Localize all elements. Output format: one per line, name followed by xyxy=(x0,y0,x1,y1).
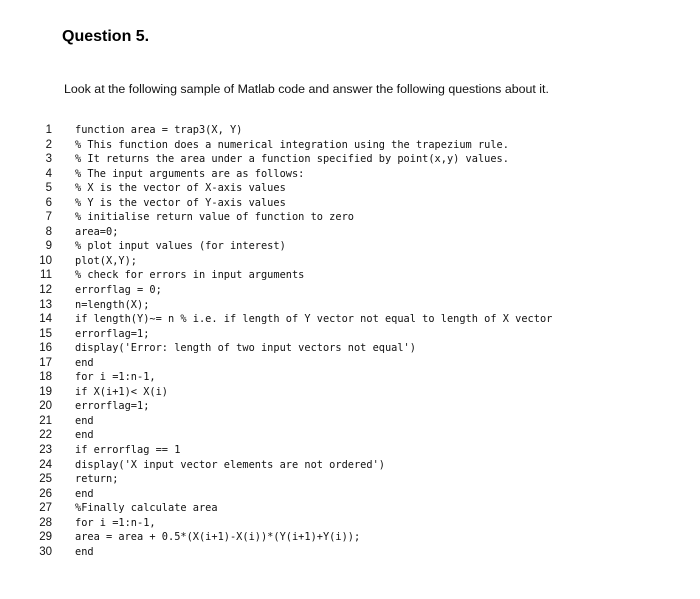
line-number: 4 xyxy=(45,167,52,180)
code-text: % plot input values (for interest) xyxy=(75,240,286,253)
code-text: end xyxy=(75,487,94,500)
line-number: 23 xyxy=(39,444,52,457)
line-number: 21 xyxy=(39,414,52,427)
code-text: plot(X,Y); xyxy=(75,254,137,267)
code-line xyxy=(0,530,700,545)
code-line xyxy=(0,283,700,298)
line-number: 24 xyxy=(39,458,52,471)
line-number: 5 xyxy=(45,182,52,195)
code-text: % Y is the vector of Y-axis values xyxy=(75,196,286,209)
line-number: 27 xyxy=(39,502,52,515)
question-title: Question 5. xyxy=(62,28,150,45)
line-number: 12 xyxy=(39,284,52,297)
code-line xyxy=(0,414,700,429)
line-number: 8 xyxy=(45,225,52,238)
code-text: n=length(X); xyxy=(75,298,150,311)
question-intro: Look at the following sample of Matlab code and answer the following questions about it. xyxy=(64,82,549,96)
code-text: % X is the vector of X-axis values xyxy=(75,182,286,195)
code-line xyxy=(0,356,700,371)
line-number: 9 xyxy=(45,240,52,253)
code-line xyxy=(0,167,700,182)
code-line xyxy=(0,458,700,473)
line-number: 11 xyxy=(40,269,52,282)
line-number: 22 xyxy=(39,429,52,442)
code-text: end xyxy=(75,429,94,442)
line-number: 7 xyxy=(45,211,52,224)
line-number: 14 xyxy=(39,313,52,326)
code-text: end xyxy=(75,356,94,369)
code-text: area = area + 0.5*(X(i+1)-X(i))*(Y(i+1)+Y(i)); xyxy=(75,531,361,544)
code-text: if X(i+1)< X(i) xyxy=(75,385,168,398)
line-number: 17 xyxy=(39,356,52,369)
code-line xyxy=(0,152,700,167)
code-line xyxy=(0,138,700,153)
code-text: errorflag=1; xyxy=(75,327,150,340)
code-line xyxy=(0,327,700,342)
code-text: display('X input vector elements are not ordered') xyxy=(75,458,385,471)
code-text: if errorflag == 1 xyxy=(75,444,181,457)
code-listing xyxy=(0,123,700,559)
line-number: 18 xyxy=(39,371,52,384)
code-line xyxy=(0,341,700,356)
code-text: end xyxy=(75,545,94,558)
line-number: 6 xyxy=(45,196,52,209)
code-text: % check for errors in input arguments xyxy=(75,269,305,282)
line-number: 15 xyxy=(39,327,52,340)
line-number: 10 xyxy=(39,254,52,267)
code-text: end xyxy=(75,414,94,427)
code-line xyxy=(0,385,700,400)
code-text: display('Error: length of two input vectors not equal') xyxy=(75,342,416,355)
code-line xyxy=(0,516,700,531)
code-text: %Finally calculate area xyxy=(75,502,218,515)
line-number: 30 xyxy=(39,545,52,558)
code-line xyxy=(0,298,700,313)
code-text: for i =1:n-1, xyxy=(75,371,156,384)
code-text: errorflag = 0; xyxy=(75,284,162,297)
code-line xyxy=(0,225,700,240)
code-text: return; xyxy=(75,473,119,486)
code-text: area=0; xyxy=(75,225,119,238)
code-line xyxy=(0,428,700,443)
code-line xyxy=(0,472,700,487)
code-line xyxy=(0,254,700,269)
code-text: if length(Y)~= n % i.e. if length of Y vector not equal to length of X vector xyxy=(75,313,553,326)
code-line xyxy=(0,399,700,414)
line-number: 29 xyxy=(39,531,52,544)
line-number: 16 xyxy=(39,342,52,355)
line-number: 26 xyxy=(39,487,52,500)
code-text: % The input arguments are as follows: xyxy=(75,167,305,180)
code-line xyxy=(0,210,700,225)
line-number: 20 xyxy=(39,400,52,413)
code-line xyxy=(0,196,700,211)
code-line xyxy=(0,312,700,327)
line-number: 3 xyxy=(45,153,52,166)
code-line xyxy=(0,268,700,283)
code-text: errorflag=1; xyxy=(75,400,150,413)
line-number: 1 xyxy=(45,124,52,136)
code-line xyxy=(0,239,700,254)
code-line xyxy=(0,443,700,458)
code-text: % This function does a numerical integration using the trapezium rule. xyxy=(75,138,509,151)
line-number: 28 xyxy=(39,516,52,529)
code-text: function area = trap3(X, Y) xyxy=(75,124,243,136)
code-text: for i =1:n-1, xyxy=(75,516,156,529)
code-line xyxy=(0,123,700,138)
code-line xyxy=(0,487,700,502)
code-line xyxy=(0,545,700,560)
code-line xyxy=(0,181,700,196)
line-number: 19 xyxy=(39,385,52,398)
line-number: 2 xyxy=(45,138,52,151)
code-line xyxy=(0,501,700,516)
code-text: % It returns the area under a function specified by point(x,y) values. xyxy=(75,153,509,166)
line-number: 25 xyxy=(39,473,52,486)
code-line xyxy=(0,370,700,385)
line-number: 13 xyxy=(39,298,52,311)
code-text: % initialise return value of function to zero xyxy=(75,211,354,224)
